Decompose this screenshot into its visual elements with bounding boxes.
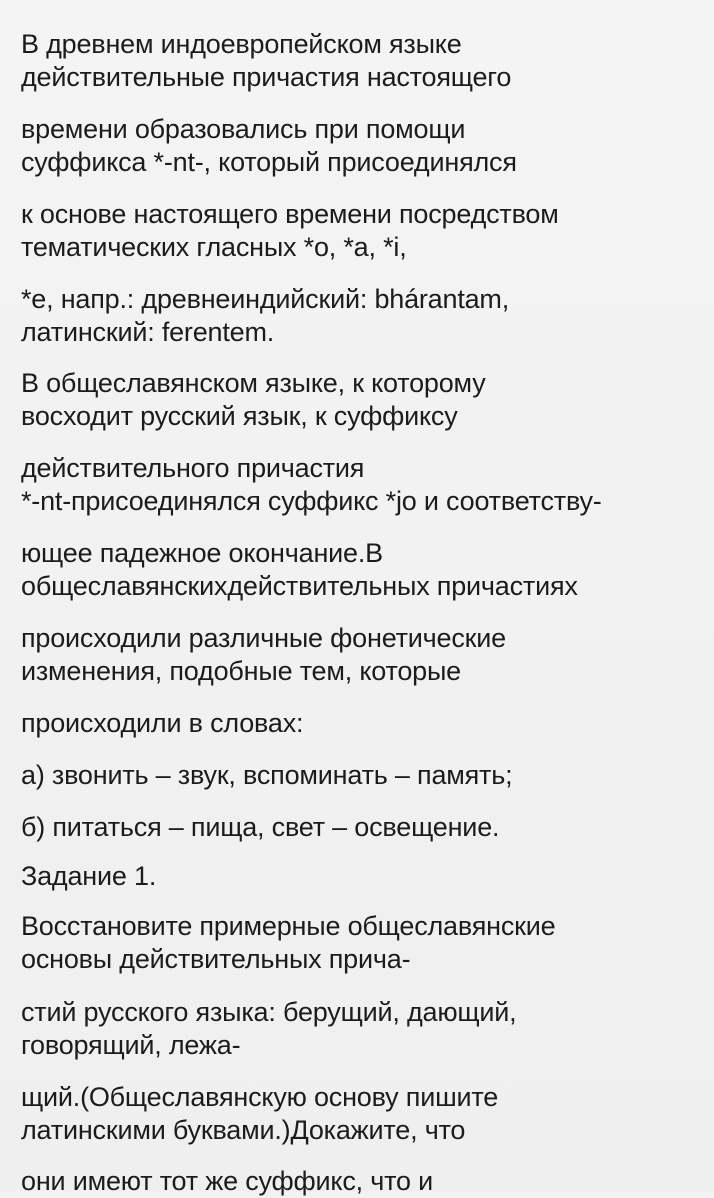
text-line: Восстановите примерные общеславянские <box>21 911 556 941</box>
text-line: латинскими буквами.)Докажите, что <box>21 1115 466 1145</box>
text-line: происходили различные фонетические <box>21 623 506 653</box>
text-line: говорящий, лежа- <box>21 1030 241 1060</box>
text-line: происходили в словах: <box>21 708 304 738</box>
text-line: Задание 1. <box>21 861 157 891</box>
text-line: ющее падежное окончание.В <box>21 538 383 568</box>
text-line: В древнем индоевропейском языке <box>21 29 462 59</box>
text-line: они имеют тот же суффикс, что и <box>21 1166 433 1196</box>
text-line: б) питаться – пища, свет – освещение. <box>21 812 500 842</box>
text-line: восходит русский язык, к суффиксу <box>21 401 458 431</box>
text-line: изменения, подобные тем, которые <box>21 656 461 686</box>
text-line: суффикса *-nt-, который присоединялся <box>21 147 517 177</box>
text-line: щий.(Общеславянскую основу пишите <box>21 1082 499 1112</box>
text-line: латинский: ferentem. <box>21 317 275 347</box>
text-line: *-nt-присоединялся суффикс *jo и соответству- <box>21 486 602 516</box>
text-line: к основе настоящего времени посредством <box>21 199 559 229</box>
text-line: общеславянскихдействительных причастиях <box>21 571 578 601</box>
text-line: основы действительных прича- <box>21 944 411 974</box>
text-line: стий русского языка: берущий, дающий, <box>21 997 517 1027</box>
text-line: действительного причастия <box>21 453 365 483</box>
text-line: *e, напр.: древнеиндийский: bhárantam, <box>21 284 510 314</box>
text-line: тематических гласных *o, *a, *i, <box>21 232 407 262</box>
text-line: действительные причастия настоящего <box>21 62 512 92</box>
text-line: а) звонить – звук, вспоминать – память; <box>21 760 513 790</box>
text-line: времени образовались при помощи <box>21 114 466 144</box>
text-line: В общеславянском языке, к которому <box>21 368 486 398</box>
